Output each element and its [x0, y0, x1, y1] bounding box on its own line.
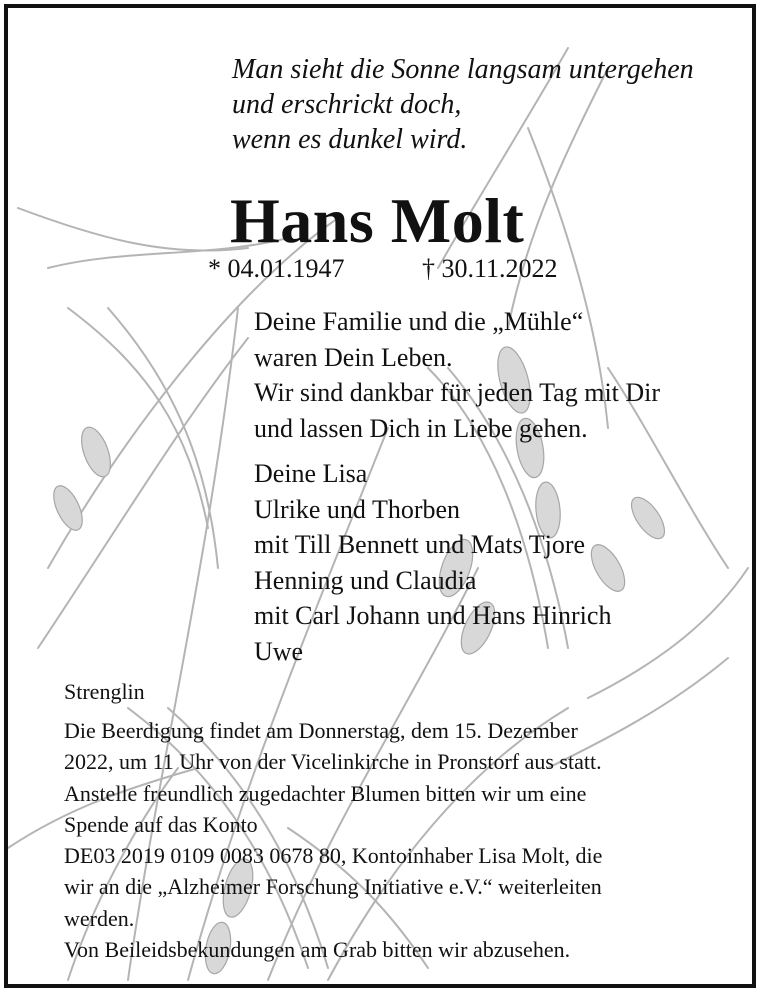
notice-line: DE03 2019 0109 0083 0678 80, Kontoinhaber Lisa Molt, die [64, 843, 603, 869]
notice-line: werden. [64, 905, 135, 931]
deceased-name: Hans Molt [230, 185, 525, 256]
mourner-line: Uwe [254, 636, 304, 666]
mourner-line: mit Till Bennett und Mats Tjore [254, 530, 586, 559]
notice-line: 2022, um 11 Uhr von der Vicelinkirche in Pronstorf aus statt. [64, 749, 602, 775]
opening-verse [232, 52, 694, 157]
verse-line: Man sieht die Sonne langsam untergehen [232, 54, 694, 85]
message-line: Deine Familie und die „Mühle“ [254, 307, 584, 336]
death-date: † 30.11.2022 [422, 254, 558, 283]
verse-line: und erschrickt doch, [232, 89, 462, 120]
notice-line: Die Beerdigung findet am Donnerstag, dem 15. Dezember [64, 718, 578, 743]
message-line: und lassen Dich in Liebe gehen. [254, 413, 588, 443]
life-dates [208, 253, 558, 285]
birth-date: * 04.01.1947 [208, 254, 345, 283]
notice-line: Anstelle freundlich zugedachter Blumen bitten wir um eine [64, 780, 587, 806]
message-line: waren Dein Leben. [254, 342, 453, 372]
mourner-line: Ulrike und Thorben [254, 494, 461, 524]
message-line: Wir sind dankbar für jeden Tag mit Dir [254, 378, 661, 407]
notice-line: Von Beileidsbekundungen am Grab bitten wir abzusehen. [64, 937, 571, 963]
funeral-notice [64, 715, 602, 965]
obituary-card [4, 4, 756, 988]
place-name: Strenglin [64, 679, 145, 704]
notice-line: Spende auf das Konto [64, 811, 258, 837]
mourner-line: mit Carl Johann und Hans Hinrich [254, 601, 612, 630]
mourner-line: Deine Lisa [254, 459, 368, 488]
notice-line: wir an die „Alzheimer Forschung Initiative e.V.“ weiterleiten [64, 874, 602, 900]
mourner-line: Henning und Claudia [254, 565, 477, 595]
family-message [254, 304, 660, 446]
mourners-list [254, 456, 611, 669]
verse-line: wenn es dunkel wird. [232, 124, 468, 155]
